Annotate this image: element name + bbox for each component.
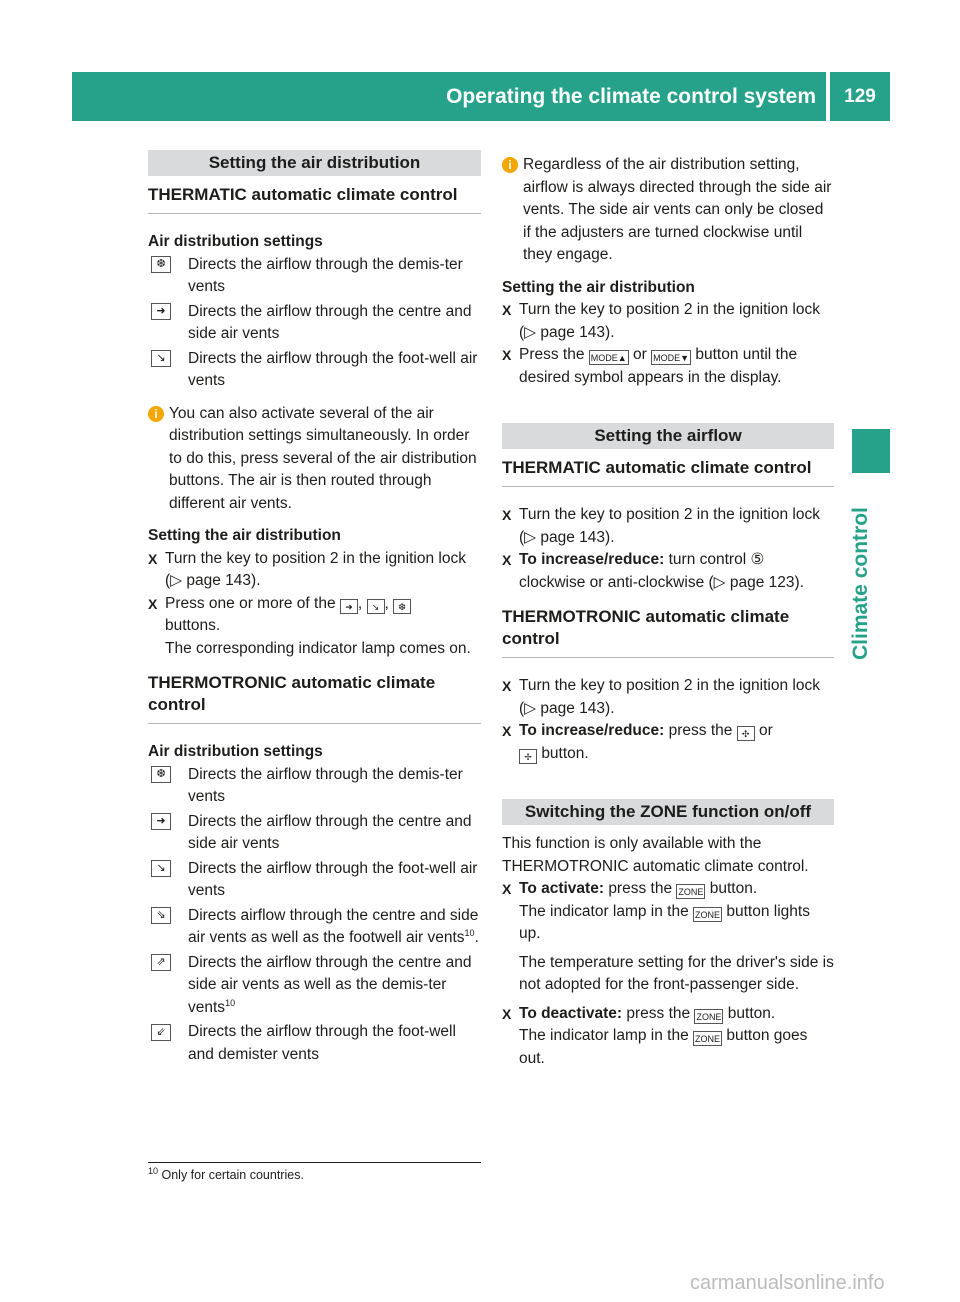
list-item — [148, 1021, 481, 1066]
footwell-icon: ↘ — [151, 860, 171, 877]
section-heading: THERMATIC automatic climate control — [148, 184, 481, 214]
footwell-icon: ↘ — [367, 599, 385, 614]
step-label: To activate: — [519, 880, 604, 897]
zone-icon: ZONE — [676, 884, 705, 899]
footnote-text: Only for certain countries. — [161, 1168, 304, 1182]
fan-up-icon: ✣ — [737, 726, 755, 741]
info-note-text: You can also activate several of the air distribution settings simultaneously. In order to do this, press several of the air distribution buttons. The air is then routed through different air vents. — [169, 404, 477, 512]
zone-icon: ZONE — [693, 907, 722, 922]
page-number: 129 — [844, 86, 876, 107]
mode-down-icon: MODE▼ — [651, 350, 691, 365]
list-item — [148, 254, 481, 299]
footwell-icon: ↘ — [151, 350, 171, 367]
step-text: Turn the key to position 2 in the ignition lock (▷ page 143). — [519, 301, 820, 341]
centre-vent-icon: ➜ — [151, 303, 171, 320]
info-icon: i — [148, 406, 164, 422]
centre-vent-icon: ➜ — [340, 599, 358, 614]
footnote — [148, 1162, 481, 1184]
step-marker-icon: X — [148, 595, 158, 612]
step-text: The corresponding indicator lamp comes on. — [165, 639, 471, 657]
step-text: buttons. — [165, 617, 221, 634]
subheading: Setting the air distribution — [502, 278, 695, 296]
instruction-step — [502, 549, 834, 594]
step-text: The indicator lamp in the — [519, 902, 689, 920]
step-text: button until the desired symbol appears in the display. — [519, 346, 798, 386]
step-text: press the — [608, 880, 673, 897]
info-note — [148, 403, 481, 516]
step-marker-icon: X — [502, 1005, 512, 1022]
list-item-text: Directs the airflow through the foot-well and demister vents — [188, 1023, 456, 1063]
step-text: press the — [668, 722, 733, 739]
step-text: button. — [709, 880, 758, 897]
centre-footwell-icon: ⇘ — [151, 907, 171, 924]
subheading: Setting the air distribution — [148, 527, 341, 544]
step-marker-icon: X — [502, 552, 512, 568]
subheading: Air distribution settings — [148, 233, 323, 250]
step-label: To increase/reduce: — [519, 722, 665, 739]
step-label: To deactivate: — [519, 1004, 623, 1022]
step-text: The indicator lamp in the — [519, 1027, 689, 1044]
list-item-text: Directs the airflow through the centre and side air vents as well as the demis-ter vents — [188, 953, 472, 1016]
instruction-step — [502, 299, 834, 344]
zone-icon: ZONE — [693, 1031, 722, 1046]
step-text: Turn the key to position 2 in the ignition lock (▷ page 143). — [519, 506, 820, 546]
footnote-ref: 10 — [225, 997, 236, 1008]
info-note — [502, 154, 834, 267]
instruction-step — [502, 720, 834, 765]
list-item-text: Directs airflow through the centre and side air vents as well as the footwell air vents — [188, 906, 479, 946]
centre-demist-icon: ⇗ — [151, 954, 171, 971]
info-icon: i — [502, 157, 518, 173]
paragraph: This function is only available with the THERMOTRONIC automatic climate control. — [502, 835, 809, 875]
section-heading: THERMOTRONIC automatic climate control — [502, 606, 834, 658]
step-marker-icon: X — [502, 678, 512, 694]
list-item — [148, 858, 481, 903]
footnote-ref: 10 — [464, 927, 475, 938]
list-item — [148, 811, 481, 856]
list-item-text: Directs the airflow through the foot-well air vents — [188, 349, 478, 389]
step-text: or — [633, 346, 647, 363]
step-text: or — [759, 722, 773, 739]
list-item: ⇘ Directs airflow through the centre and side air vents as well as the footwell air vents$^{10}$. — [148, 905, 481, 950]
mode-up-icon: MODE▲ — [589, 350, 629, 365]
step-marker-icon: X — [502, 302, 512, 318]
list-item — [148, 764, 481, 809]
list-item-text: Directs the airflow through the demis-ter vents — [188, 765, 463, 805]
instruction-step — [502, 504, 834, 549]
watermark: carmanualsonline.info — [690, 1272, 885, 1294]
footnote-number: 10 — [148, 1165, 159, 1176]
step-text: Turn the key to position 2 in the ignition lock (▷ page 143). — [519, 677, 820, 717]
section-heading: THERMOTRONIC automatic climate control — [148, 672, 481, 724]
left-column — [148, 150, 481, 1068]
instruction-step — [502, 675, 834, 720]
step-marker-icon: X — [148, 550, 158, 567]
defrost-icon: ❆ — [151, 766, 171, 783]
list-item — [148, 348, 481, 393]
instruction-step — [148, 548, 481, 593]
instruction-step: X Press one or more of the ➜ , ↘ , ❆ buttons. The corresponding indicator lamp comes on. — [148, 593, 481, 661]
list-item-text: Directs the airflow through the foot-well air vents — [188, 859, 478, 899]
section-tab-label: Climate control — [849, 507, 872, 660]
list-item — [148, 952, 481, 1020]
step-text: button. — [541, 744, 589, 762]
step-text: button goes out. — [519, 1027, 808, 1067]
step-marker-icon: X — [502, 723, 512, 739]
step-marker-icon: X — [502, 347, 512, 363]
centre-vent-icon: ➜ — [151, 813, 171, 830]
section-band: Switching the ZONE function on/off — [502, 799, 834, 825]
instruction-step — [502, 878, 834, 997]
defrost-icon: ❆ — [151, 256, 171, 273]
page-header — [72, 72, 890, 121]
section-heading: THERMATIC automatic climate control — [502, 457, 834, 487]
step-text: Press the — [519, 346, 585, 363]
right-column — [502, 150, 834, 1070]
instruction-step — [502, 344, 834, 389]
step-text: turn control ⑤ clockwise or anti-clockwise (▷ page 123). — [519, 551, 805, 591]
page-title: Operating the climate control system — [446, 85, 816, 108]
list-item-text: Directs the airflow through the centre and side air vents — [188, 812, 472, 852]
fan-down-icon: ✢ — [519, 749, 537, 764]
zone-icon: ZONE — [694, 1009, 723, 1024]
section-band: Setting the airflow — [502, 423, 834, 449]
list-item-text: Directs the airflow through the demis-ter vents — [188, 255, 463, 295]
step-text: button lights up. — [519, 902, 810, 942]
info-note-text: Regardless of the air distribution setting, airflow is always directed through the side air vents. The side air vents can only be closed if the adjusters are turned clockwise until they engage. — [523, 156, 832, 263]
list-item — [148, 301, 481, 346]
instruction-step — [502, 1003, 834, 1071]
defrost-icon: ❆ — [393, 599, 411, 614]
section-tab-marker — [852, 429, 890, 473]
step-text: Turn the key to position 2 in the ignition lock (▷ page 143). — [165, 549, 466, 589]
step-marker-icon: X — [502, 881, 512, 897]
step-marker-icon: X — [502, 507, 512, 523]
footwell-demist-icon: ⇙ — [151, 1024, 171, 1041]
step-text: The temperature setting for the driver's side is not adopted for the front-passenger side. — [519, 953, 834, 993]
list-item-text: Directs the airflow through the centre and side air vents — [188, 302, 472, 342]
step-label: To increase/reduce: — [519, 551, 665, 568]
step-text: Press one or more of the — [165, 594, 336, 612]
step-text: button. — [727, 1004, 776, 1022]
step-text: press the — [626, 1004, 691, 1022]
section-band: Setting the air distribution — [148, 150, 481, 176]
subheading: Air distribution settings — [148, 743, 323, 760]
